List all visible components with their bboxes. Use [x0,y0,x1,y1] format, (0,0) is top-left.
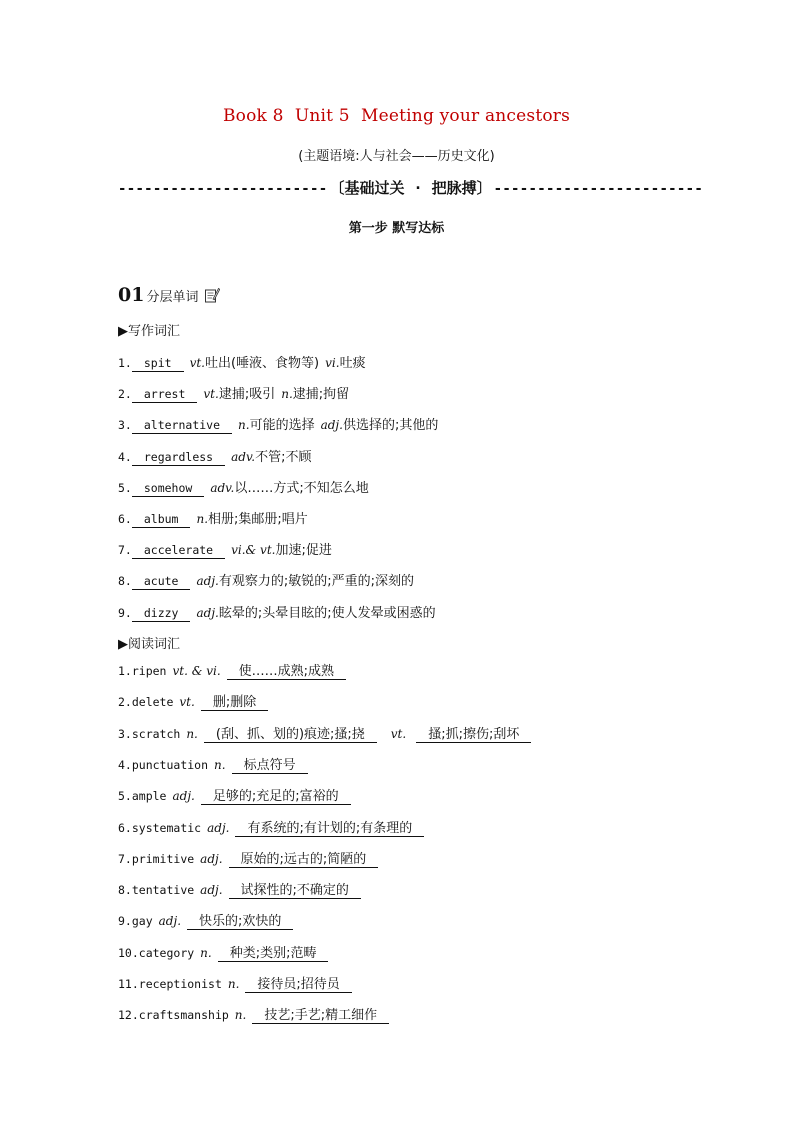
theme-context: (主题语境:人与社会——历史文化) [298,149,495,164]
divider-dashes-right: ------------------------ [493,181,704,197]
vocab-term: scratch [131,726,181,741]
vocab-term: punctuation [131,757,209,772]
definition: 逮捕;吸引 [218,387,276,403]
answer-blank: 删;删除 [201,695,268,711]
part-of-speech: adj. [200,851,223,866]
part-of-speech: vi. [325,356,340,370]
answer-blank: 搔;抓;擦伤;刮坏 [416,727,531,743]
step-heading: 第一步 默写达标 [348,221,445,236]
writing-vocab-item [118,602,436,622]
answer-blank: 足够的;充足的;富裕的 [201,789,351,805]
part-of-speech: n. [234,1008,247,1023]
part-of-speech: adj. [320,418,343,433]
item-number: 10. [118,945,139,960]
definition: 吐痰 [339,356,366,371]
reading-vocab-item [118,821,424,837]
definition: 不管;不顾 [255,449,312,465]
reading-vocab-item [118,789,351,805]
item-number: 9. [118,605,132,620]
part-of-speech: vt. [189,356,205,370]
divider-banner: 〔基础过关 · 把脉搏〕 [329,179,492,197]
part-of-speech: n. [227,977,240,991]
vocab-term: tentative [131,883,195,898]
item-number: 4. [118,449,132,464]
reading-vocab-heading: ▶阅读词汇 [118,637,180,652]
part-of-speech: vt. [203,387,219,402]
item-number: 3. [118,418,132,433]
vocab-term: gay [131,914,153,929]
vocab-term: category [138,945,195,960]
item-number: 12. [118,1008,139,1023]
answer-blank: 快乐的;欢快的 [187,914,293,930]
part-of-speech: vt. [179,695,195,710]
section-title: 分层单词 [146,290,199,305]
divider-dashes-left: ------------------------ [118,181,328,197]
section-heading [118,284,220,306]
answer-blank: dizzy [132,606,191,622]
item-number: 11. [118,977,139,991]
reading-vocab-item [118,946,328,962]
item-number: 8. [118,883,132,898]
reading-vocab-item [118,977,352,993]
item-number: 5. [118,789,132,804]
part-of-speech: vt. [390,726,407,741]
answer-blank: 技艺;手艺;精工细作 [252,1008,389,1024]
answer-blank: spit [132,356,184,372]
reading-vocab-item [118,758,308,774]
item-number: 3. [118,726,132,741]
part-of-speech: n. [186,726,198,741]
reading-vocab-item [118,1008,389,1024]
writing-vocab-item [118,508,308,528]
writing-vocab-item [118,477,369,497]
answer-blank: somehow [132,481,204,497]
definition: 逮捕;拘留 [292,387,350,403]
vocab-term: systematic [131,820,202,835]
part-of-speech: adj. [172,789,195,804]
item-number: 1. [118,356,132,370]
definition: 加速;促进 [275,543,332,559]
part-of-speech: vi.& vt. [231,543,276,558]
item-number: 9. [118,914,132,929]
item-number: 2. [118,695,132,710]
writing-vocab-item [118,414,438,434]
definition: 可能的选择 [249,418,315,434]
definition: 眩晕的;头晕目眩的;使人发晕或困惑的 [218,605,436,621]
item-number: 6. [118,820,132,835]
answer-blank: album [132,512,191,528]
answer-blank: acute [132,574,191,590]
part-of-speech: adj. [196,574,219,589]
writing-vocab-item [118,539,332,559]
reading-vocab-item [118,914,293,930]
part-of-speech: adj. [207,820,230,835]
definition: 吐出(唾液、食物等) [204,356,320,371]
reading-vocab-item [118,664,346,680]
answer-blank: 标点符号 [232,758,308,774]
answer-blank: regardless [132,450,225,466]
answer-blank: accelerate [132,543,225,559]
part-of-speech: n. [238,418,250,433]
definition: 有观察力的;敏锐的;严重的;深刻的 [218,574,414,590]
answer-blank: 试探性的;不确定的 [229,883,361,899]
item-number: 5. [118,480,132,495]
part-of-speech: n. [281,387,293,402]
writing-vocab-item [118,383,349,403]
item-number: 7. [118,543,132,558]
item-number: 8. [118,574,132,589]
writing-vocab-heading: ▶写作词汇 [118,324,180,339]
part-of-speech: adj. [196,605,219,620]
reading-vocab-item [118,727,531,743]
part-of-speech: n. [200,945,212,960]
vocab-term: ample [131,789,167,804]
part-of-speech: adv. [231,449,256,464]
part-of-speech: n. [196,512,209,526]
answer-blank: 接待员;招待员 [245,977,351,993]
item-number: 1. [118,664,132,678]
answer-blank: arrest [132,387,198,403]
section-divider [118,177,793,201]
answer-blank: 种类;类别;范畴 [218,946,329,962]
part-of-speech: vt. & vi. [172,664,221,678]
writing-vocab-item [118,570,414,590]
answer-blank: 使……成熟;成熟 [227,664,346,680]
definition: 供选择的;其他的 [342,418,439,434]
answer-blank: (刮、抓、划的)痕迹;搔;挠 [204,727,377,743]
part-of-speech: n. [214,757,226,772]
vocab-term: delete [131,695,174,710]
item-number: 6. [118,512,132,526]
reading-vocab-item [118,852,378,868]
item-number: 7. [118,851,132,866]
page-title: Book 8 Unit 5 Meeting your ancestors [222,106,571,126]
vocab-term: receptionist [138,977,222,991]
vocab-term: ripen [131,664,167,678]
vocab-term: craftsmanship [138,1008,229,1023]
part-of-speech: adj. [158,914,182,929]
definition: 相册;集邮册;唱片 [208,512,308,527]
writing-vocab-item [118,352,366,372]
item-number: 2. [118,387,132,402]
reading-vocab-item [118,695,268,711]
reading-vocab-item [118,883,361,899]
writing-vocab-item [118,446,312,466]
answer-blank: alternative [132,418,232,434]
pencil-notepad-icon [204,287,220,303]
vocab-term: primitive [131,851,195,866]
answer-blank: 原始的;远古的;简陋的 [229,852,379,868]
answer-blank: 有系统的;有计划的;有条理的 [235,821,424,837]
item-number: 4. [118,757,132,772]
part-of-speech: adv. [210,480,235,495]
section-number: 01 [118,284,145,306]
part-of-speech: adj. [200,883,223,898]
definition: 以……方式;不知怎么地 [234,480,369,496]
